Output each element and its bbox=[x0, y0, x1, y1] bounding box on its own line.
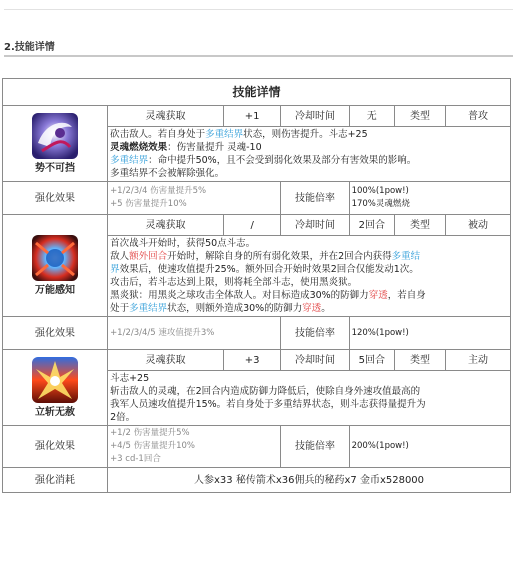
type-label: 类型 bbox=[395, 215, 446, 236]
desc-segment: 界 bbox=[110, 264, 120, 275]
boost-item: +3 cd-1回合 bbox=[110, 454, 161, 464]
rate-label: 技能倍率 bbox=[281, 182, 349, 215]
desc-segment: 灵魂燃烧效果 bbox=[110, 142, 168, 153]
skill-2-icon bbox=[32, 235, 78, 281]
type-value: 主动 bbox=[445, 350, 510, 371]
skill-boost-row bbox=[3, 182, 511, 215]
desc-segment: 多重结界 bbox=[110, 155, 149, 166]
boost-list bbox=[108, 426, 281, 468]
desc-segment: 多重结 bbox=[391, 251, 421, 262]
desc-line bbox=[110, 128, 508, 141]
skill-details-table bbox=[2, 78, 511, 493]
desc-segment: 多重结界不会被解除强化。 bbox=[110, 168, 225, 179]
desc-segment: 开始时，解除自身的所有弱化效果，并在2回合内获得 bbox=[167, 251, 392, 262]
section-divider bbox=[4, 55, 513, 57]
desc-segment: 效果后，使速攻值提升25%。额外回合开始时效果2回合仅能发动1次。 bbox=[119, 264, 419, 275]
desc-segment: ，若自身 bbox=[387, 290, 426, 301]
skill-icon-cell bbox=[3, 350, 108, 426]
soul-gain-value: +3 bbox=[223, 350, 280, 371]
boost-label: 强化效果 bbox=[3, 317, 108, 350]
table-header: 技能详情 bbox=[3, 79, 511, 106]
cooldown-label: 冷却时间 bbox=[281, 106, 349, 127]
boost-list bbox=[108, 317, 281, 350]
boost-label: 强化效果 bbox=[3, 426, 108, 468]
soul-gain-label: 灵魂获取 bbox=[108, 106, 224, 127]
desc-segment: 。 bbox=[321, 303, 331, 314]
cooldown-value: 5回合 bbox=[349, 350, 394, 371]
desc-segment: 额外回合 bbox=[129, 251, 168, 262]
desc-segment: 攻击后，若斗志达到上限，则将耗全部斗志，使用黑炎狱。 bbox=[110, 277, 358, 288]
desc-line bbox=[110, 398, 508, 411]
desc-line bbox=[110, 276, 508, 289]
boost-label: 强化效果 bbox=[3, 182, 108, 215]
skill-3-icon bbox=[32, 357, 78, 403]
rate-item: 170%灵魂燃烧 bbox=[351, 199, 410, 209]
soul-gain-value: +1 bbox=[223, 106, 280, 127]
rate-item: 200%(1pow!) bbox=[351, 441, 409, 451]
type-label: 类型 bbox=[395, 350, 446, 371]
skill-description bbox=[108, 127, 511, 182]
desc-line bbox=[110, 154, 508, 167]
boost-item: +5 伤害量提升10% bbox=[110, 199, 187, 209]
boost-item: +4/5 伤害量提升10% bbox=[110, 441, 195, 451]
skill-boost-row bbox=[3, 317, 511, 350]
skill-icon-cell bbox=[3, 215, 108, 317]
desc-segment: 多重结界 bbox=[129, 303, 168, 314]
desc-segment: 斗志+25 bbox=[110, 373, 150, 384]
skill-name: 立斩无赦 bbox=[35, 406, 76, 418]
desc-segment: ：命中提升50%，且不会受到弱化效果及部分有害效果的影响。 bbox=[148, 155, 417, 166]
section-title: 2.技能详情 bbox=[4, 42, 55, 53]
skill-icon-cell bbox=[3, 106, 108, 182]
skill-meta-row bbox=[3, 350, 511, 371]
skill-description bbox=[108, 371, 511, 426]
desc-line bbox=[110, 385, 508, 398]
boost-list bbox=[108, 182, 281, 215]
top-divider bbox=[4, 9, 513, 10]
soul-gain-value: / bbox=[223, 215, 280, 236]
desc-line bbox=[110, 141, 508, 154]
desc-segment: 黑炎狱：用黑炎之球攻击全体敌人。对目标造成30%的防御力 bbox=[110, 290, 369, 301]
desc-segment: 我军人员速攻值提升15%。若自身处于多重结界状态，则斗志获得量提升为 bbox=[110, 399, 426, 410]
skill-name: 万能感知 bbox=[35, 284, 76, 296]
desc-segment: 穿透 bbox=[368, 290, 388, 301]
rate-item: 120%(1pow!) bbox=[351, 327, 409, 338]
rate-list bbox=[349, 317, 510, 350]
boost-item: +1/2/3/4/5 速攻值提升3% bbox=[110, 327, 215, 338]
skill-1-icon bbox=[32, 113, 78, 159]
consume-row bbox=[3, 468, 511, 493]
type-value: 普攻 bbox=[445, 106, 510, 127]
desc-line bbox=[110, 237, 508, 250]
boost-item: +1/2 伤害量提升5% bbox=[110, 428, 190, 438]
cooldown-value: 2回合 bbox=[349, 215, 394, 236]
cooldown-label: 冷却时间 bbox=[281, 350, 349, 371]
consume-value: 人参x33 秘传箭术x36佣兵的秘药x7 金币x528000 bbox=[108, 468, 511, 493]
desc-segment: 状态，则伤害提升。斗志+25 bbox=[243, 129, 368, 140]
rate-list bbox=[349, 182, 510, 215]
desc-segment: 穿透 bbox=[302, 303, 322, 314]
desc-line bbox=[110, 289, 508, 302]
skill-meta-row bbox=[3, 106, 511, 127]
desc-segment: 处于 bbox=[110, 303, 130, 314]
desc-segment: 状态，则额外造成30%的防御力 bbox=[167, 303, 303, 314]
desc-line bbox=[110, 250, 508, 263]
type-label: 类型 bbox=[395, 106, 446, 127]
desc-line bbox=[110, 302, 508, 315]
desc-segment: 敌人 bbox=[110, 251, 130, 262]
skill-boost-row bbox=[3, 426, 511, 468]
desc-line bbox=[110, 411, 508, 424]
type-value: 被动 bbox=[445, 215, 510, 236]
desc-segment: 斩击敌人的灵魂，在2回合内造成防御力降低后，使除自身外速攻值最高的 bbox=[110, 386, 421, 397]
rate-label: 技能倍率 bbox=[281, 426, 349, 468]
cooldown-label: 冷却时间 bbox=[281, 215, 349, 236]
skill-meta-row bbox=[3, 215, 511, 236]
soul-gain-label: 灵魂获取 bbox=[108, 350, 224, 371]
skill-name: 势不可挡 bbox=[35, 162, 76, 174]
boost-item: +1/2/3/4 伤害量提升5% bbox=[110, 186, 207, 196]
skill-description bbox=[108, 236, 511, 317]
desc-line bbox=[110, 167, 508, 180]
soul-gain-label: 灵魂获取 bbox=[108, 215, 224, 236]
consume-label: 强化消耗 bbox=[3, 468, 108, 493]
rate-item: 100%(1pow!) bbox=[351, 186, 409, 196]
rate-list bbox=[349, 426, 510, 468]
desc-line bbox=[110, 263, 508, 276]
rate-label: 技能倍率 bbox=[281, 317, 349, 350]
desc-segment: 砍击敌人。若自身处于 bbox=[110, 129, 206, 140]
desc-segment: 2倍。 bbox=[110, 412, 136, 423]
cooldown-value: 无 bbox=[349, 106, 394, 127]
desc-line bbox=[110, 372, 508, 385]
desc-segment: ：伤害量提升 灵魂-10 bbox=[167, 142, 262, 153]
desc-segment: 首次战斗开始时，获得50点斗志。 bbox=[110, 238, 256, 249]
desc-segment: 多重结界 bbox=[205, 129, 244, 140]
